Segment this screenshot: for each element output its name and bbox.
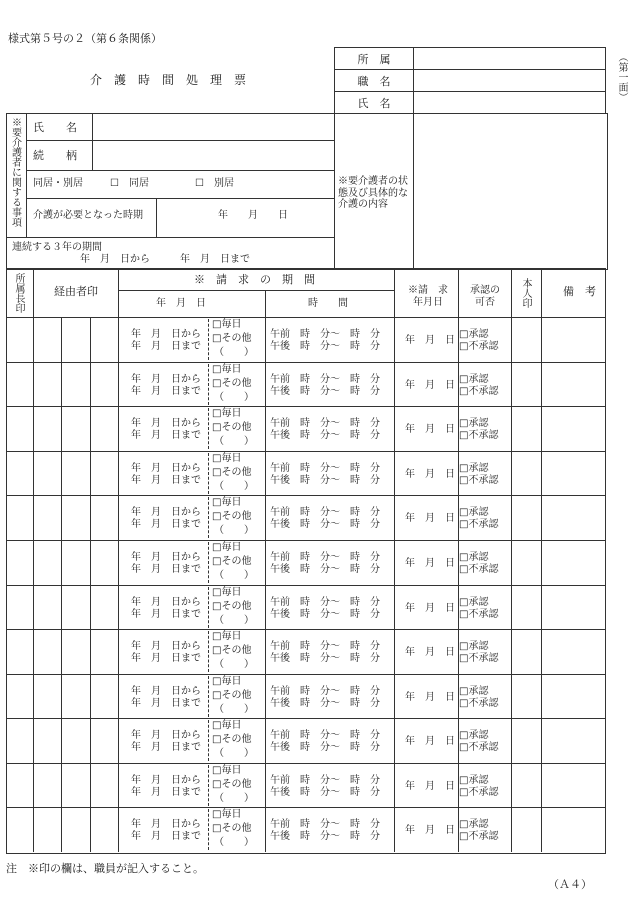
request-date: 年 月 日 [405,647,455,658]
other-checkbox[interactable]: □その他 [212,511,252,522]
other-detail: （ ） [214,481,254,492]
other-checkbox[interactable]: □その他 [212,378,252,389]
approved-checkbox[interactable]: □承認 [459,507,489,518]
time-am: 午前 時 分～ 時 分 [270,730,380,741]
column-divider [265,290,266,852]
request-date: 年 月 日 [405,692,455,703]
request-date: 年 月 日 [405,825,455,836]
date-dash-separator [208,453,209,494]
shozoku-label: 所 属 [335,48,414,70]
time-pm: 午後 時 分～ 時 分 [270,742,380,753]
other-checkbox[interactable]: □その他 [212,823,252,834]
not-approved-checkbox[interactable]: □不承認 [459,831,499,842]
not-approved-checkbox[interactable]: □不承認 [459,653,499,664]
time-pm: 午後 時 分～ 時 分 [270,653,380,664]
date-from: 年 月 日から [131,418,201,429]
not-approved-checkbox[interactable]: □不承認 [459,742,499,753]
other-checkbox[interactable]: □その他 [212,779,252,790]
row-divider [6,763,606,764]
not-approved-checkbox[interactable]: □不承認 [459,386,499,397]
request-date: 年 月 日 [405,469,455,480]
daily-checkbox[interactable]: □毎日 [212,364,242,375]
time-pm: 午後 時 分～ 時 分 [270,831,380,842]
not-approved-checkbox[interactable]: □不承認 [459,564,499,575]
date-dash-separator [208,408,209,449]
row-divider [6,406,606,407]
shozoku-field[interactable] [414,48,606,70]
other-checkbox[interactable]: □その他 [212,601,252,612]
care-period-label: 介護が必要となった時期 [33,210,143,221]
time-pm: 午後 時 分～ 時 分 [270,386,380,397]
other-detail: （ ） [214,525,254,536]
other-detail: （ ） [214,659,254,670]
daily-checkbox[interactable]: □毎日 [212,408,242,419]
header-subdivider [118,290,394,291]
approved-checkbox[interactable]: □承認 [459,775,489,786]
living-option-same[interactable]: ☐ 同居 [110,178,149,189]
other-checkbox[interactable]: □その他 [212,690,252,701]
other-detail: （ ） [214,615,254,626]
date-to: 年 月 日まで [131,475,201,486]
date-from: 年 月 日から [131,819,201,830]
time-pm: 午後 時 分～ 時 分 [270,698,380,709]
via-seal-header: 経由者印 [54,285,98,298]
request-table [6,268,606,852]
other-detail: （ ） [214,704,254,715]
date-from: 年 月 日から [131,641,201,652]
date-col-header: 年 月 日 [156,298,206,309]
approved-checkbox[interactable]: □承認 [459,730,489,741]
condition-label: ※要介護者の状態及び具体的な介護の内容 [338,176,408,210]
date-to: 年 月 日まで [131,742,201,753]
date-dash-separator [208,676,209,717]
request-date: 年 月 日 [405,603,455,614]
footnote: 注 ※印の欄は、職員が記入すること。 [6,862,204,875]
date-dash-separator [208,542,209,583]
shokumei-field[interactable] [414,70,606,92]
column-divider [394,268,395,852]
daily-checkbox[interactable]: □毎日 [212,809,242,820]
date-to: 年 月 日まで [131,430,201,441]
row-divider [6,585,606,586]
date-from: 年 月 日から [131,552,201,563]
approval-header: 承認の 可否 [470,285,500,308]
date-to: 年 月 日まで [131,519,201,530]
approved-checkbox[interactable]: □承認 [459,552,489,563]
side-note: （第一面） [616,52,627,102]
request-date: 年 月 日 [405,424,455,435]
daily-checkbox[interactable]: □毎日 [212,497,242,508]
relation-label: 続 柄 [33,149,77,162]
approved-checkbox[interactable]: □承認 [459,686,489,697]
daily-checkbox[interactable]: □毎日 [212,453,242,464]
other-detail: （ ） [214,436,254,447]
time-pm: 午後 時 分～ 時 分 [270,341,380,352]
request-date: 年 月 日 [405,781,455,792]
column-divider [511,268,512,852]
row-divider [6,495,606,496]
row-divider [6,629,606,630]
shimei-label: 氏 名 [335,92,414,114]
date-to: 年 月 日まで [131,564,201,575]
date-dash-separator [208,809,209,850]
request-period-header: ※ 請 求 の 期 間 [194,273,315,286]
row-divider [6,674,606,675]
approved-checkbox[interactable]: □承認 [459,374,489,385]
request-date: 年 月 日 [405,335,455,346]
other-checkbox[interactable]: □その他 [212,422,252,433]
date-from: 年 月 日から [131,329,201,340]
time-pm: 午後 時 分～ 時 分 [270,609,380,620]
paper-size: （Ａ４） [548,878,592,891]
column-divider [118,268,119,852]
other-checkbox[interactable]: □その他 [212,734,252,745]
other-detail: （ ） [214,793,254,804]
request-date: 年 月 日 [405,558,455,569]
self-seal-header: 本人印 [520,278,531,308]
date-from: 年 月 日から [131,463,201,474]
other-checkbox[interactable]: □その他 [212,467,252,478]
time-am: 午前 時 分～ 時 分 [270,641,380,652]
row-divider [6,540,606,541]
date-dash-separator [208,497,209,538]
time-pm: 午後 時 分～ 時 分 [270,787,380,798]
time-am: 午前 時 分～ 時 分 [270,507,380,518]
date-to: 年 月 日まで [131,698,201,709]
request-date: 年 月 日 [405,736,455,747]
time-pm: 午後 時 分～ 時 分 [270,430,380,441]
date-from: 年 月 日から [131,775,201,786]
not-approved-checkbox[interactable]: □不承認 [459,519,499,530]
other-detail: （ ） [214,570,254,581]
approved-checkbox[interactable]: □承認 [459,329,489,340]
date-to: 年 月 日まで [131,341,201,352]
care-period-value: 年 月 日 [218,210,288,221]
person-vertical-label: ※要介護者に関する事項 [9,117,21,227]
chief-seal-header: 所属長印 [13,273,24,313]
header-fields [334,47,606,114]
row-divider [6,718,606,719]
date-dash-separator [208,631,209,672]
date-dash-separator [208,765,209,806]
not-approved-checkbox[interactable]: □不承認 [459,698,499,709]
time-pm: 午後 時 分～ 時 分 [270,519,380,530]
date-from: 年 月 日から [131,374,201,385]
request-date-header: ※請 求 年月日 [408,285,448,308]
other-detail: （ ） [214,392,254,403]
date-dash-separator [208,364,209,405]
time-am: 午前 時 分～ 時 分 [270,463,380,474]
approved-checkbox[interactable]: □承認 [459,463,489,474]
date-to: 年 月 日まで [131,386,201,397]
time-am: 午前 時 分～ 時 分 [270,686,380,697]
not-approved-checkbox[interactable]: □不承認 [459,609,499,620]
other-detail: （ ） [214,748,254,759]
row-divider [6,807,606,808]
not-approved-checkbox[interactable]: □不承認 [459,430,499,441]
daily-checkbox[interactable]: □毎日 [212,631,242,642]
daily-checkbox[interactable]: □毎日 [212,587,242,598]
approved-checkbox[interactable]: □承認 [459,418,489,429]
living-option-separate[interactable]: ☐ 別居 [195,178,234,189]
time-am: 午前 時 分～ 時 分 [270,374,380,385]
time-am: 午前 時 分～ 時 分 [270,552,380,563]
not-approved-checkbox[interactable]: □不承認 [459,475,499,486]
shokumei-label: 職 名 [335,70,414,92]
living-label: 同居・別居 [33,178,83,189]
other-checkbox[interactable]: □その他 [212,333,252,344]
date-dash-separator [208,319,209,360]
column-divider [33,268,34,852]
time-col-header: 時 間 [308,298,348,309]
time-am: 午前 時 分～ 時 分 [270,819,380,830]
daily-checkbox[interactable]: □毎日 [212,319,242,330]
approved-checkbox[interactable]: □承認 [459,819,489,830]
not-approved-checkbox[interactable]: □不承認 [459,787,499,798]
shimei-field[interactable] [414,92,606,114]
date-from: 年 月 日から [131,597,201,608]
date-to: 年 月 日まで [131,831,201,842]
not-approved-checkbox[interactable]: □不承認 [459,341,499,352]
other-checkbox[interactable]: □その他 [212,556,252,567]
other-detail: （ ） [214,347,254,358]
date-from: 年 月 日から [131,507,201,518]
column-divider [541,268,542,852]
other-detail: （ ） [214,837,254,848]
continuous-label: 連続する３年の期間 [12,242,102,253]
approved-checkbox[interactable]: □承認 [459,597,489,608]
row-divider [6,362,606,363]
time-am: 午前 時 分～ 時 分 [270,418,380,429]
date-to: 年 月 日まで [131,787,201,798]
time-am: 午前 時 分～ 時 分 [270,329,380,340]
date-to: 年 月 日まで [131,653,201,664]
daily-checkbox[interactable]: □毎日 [212,765,242,776]
remarks-header: 備 考 [563,285,596,298]
date-dash-separator [208,587,209,628]
date-to: 年 月 日まで [131,609,201,620]
time-pm: 午後 時 分～ 時 分 [270,564,380,575]
name-label: 氏 名 [33,121,77,134]
continuous-value: 年 月 日から 年 月 日まで [80,254,250,265]
date-from: 年 月 日から [131,686,201,697]
form-number: 様式第５号の２（第６条関係） [8,32,162,45]
date-from: 年 月 日から [131,730,201,741]
form-title: 介 護 時 間 処 理 票 [90,73,247,87]
daily-checkbox[interactable]: □毎日 [212,542,242,553]
row-divider [6,451,606,452]
daily-checkbox[interactable]: □毎日 [212,720,242,731]
request-date: 年 月 日 [405,513,455,524]
time-am: 午前 時 分～ 時 分 [270,597,380,608]
daily-checkbox[interactable]: □毎日 [212,676,242,687]
other-checkbox[interactable]: □その他 [212,645,252,656]
time-am: 午前 時 分～ 時 分 [270,775,380,786]
request-date: 年 月 日 [405,380,455,391]
header-divider [6,317,606,318]
date-dash-separator [208,720,209,761]
approved-checkbox[interactable]: □承認 [459,641,489,652]
time-pm: 午後 時 分～ 時 分 [270,475,380,486]
